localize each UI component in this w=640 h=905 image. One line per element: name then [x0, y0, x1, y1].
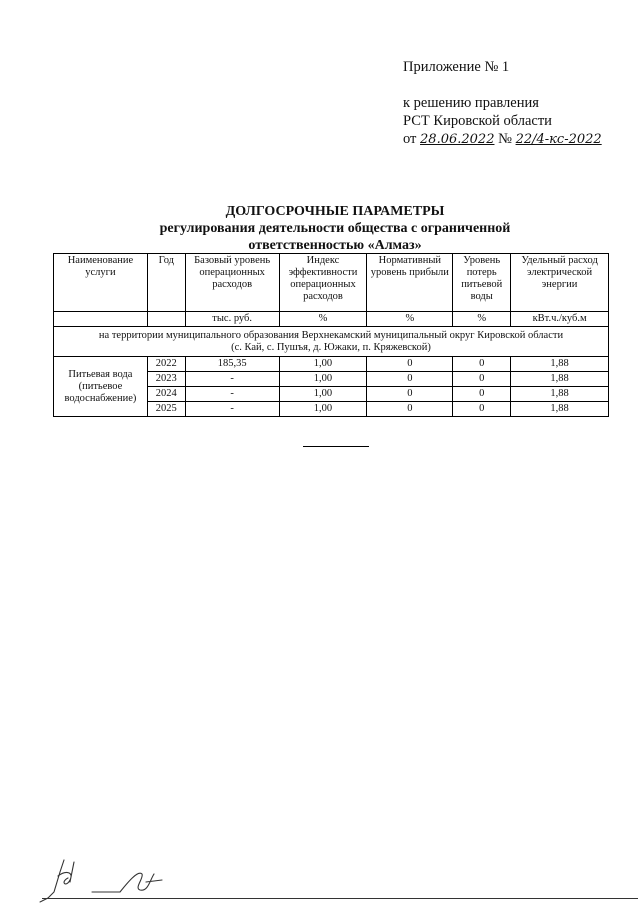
appendix-date-line: [403, 130, 602, 149]
unit-profit: %: [367, 312, 453, 327]
profit-cell: 0: [367, 372, 453, 387]
losses-cell: 0: [453, 357, 511, 372]
service-name-line-2: (питьевое: [78, 380, 123, 392]
title-line-3: ответственностью «Алмаз»: [248, 238, 422, 253]
unit-empty-service: [54, 312, 148, 327]
territory-row: [54, 327, 609, 357]
title-line-1: ДОЛГОСРОЧНЫЕ ПАРАМЕТРЫ: [225, 204, 445, 219]
losses-cell: 0: [453, 372, 511, 387]
base-cell: -: [185, 402, 279, 417]
energy-cell: 1,88: [511, 357, 609, 372]
service-name-cell: [54, 357, 148, 417]
appendix-authority: РСТ Кировской области: [403, 113, 552, 129]
base-cell: -: [185, 372, 279, 387]
table-row: [54, 357, 609, 372]
from-label: от: [403, 131, 417, 147]
territory-line-2: (с. Кай, с. Пушъя, д. Южаки, п. Кряжевской): [231, 342, 431, 353]
profit-cell: 0: [367, 357, 453, 372]
page-bottom-line: [42, 898, 638, 899]
decision-date: 28.06.2022: [420, 132, 495, 147]
header-year: Год: [147, 254, 185, 312]
header-energy: Удельный расход электрической энергии: [511, 254, 609, 312]
service-name-line-1: Питьевая вода: [68, 368, 133, 380]
units-row: [54, 312, 609, 327]
parameters-table: [53, 253, 609, 417]
title-line-2: регулирования деятельности общества с ограниченной: [159, 221, 511, 236]
appendix-decision: к решению правления: [403, 95, 539, 111]
unit-base: тыс. руб.: [185, 312, 279, 327]
index-cell: 1,00: [279, 402, 367, 417]
base-cell: -: [185, 387, 279, 402]
territory-line-1: на территории муниципального образования Верхнекамский муниципальный округ Кировской области: [98, 330, 564, 341]
year-cell: 2023: [147, 372, 185, 387]
base-cell: 185,35: [185, 357, 279, 372]
unit-index: %: [279, 312, 367, 327]
unit-losses: %: [453, 312, 511, 327]
year-cell: 2024: [147, 387, 185, 402]
energy-cell: 1,88: [511, 372, 609, 387]
unit-energy: кВт.ч./куб.м: [511, 312, 609, 327]
header-profit: Нормативный уровень прибыли: [367, 254, 453, 312]
signature-scribble: [30, 852, 200, 904]
header-index: Индекс эффективности операционных расходов: [279, 254, 367, 312]
appendix-block: [403, 58, 602, 149]
profit-cell: 0: [367, 402, 453, 417]
year-cell: 2025: [147, 402, 185, 417]
territory-cell: [54, 327, 609, 357]
header-losses: Уровень потерь питьевой воды: [453, 254, 511, 312]
header-service: Наименование услуги: [54, 254, 148, 312]
header-row: [54, 254, 609, 312]
index-cell: 1,00: [279, 357, 367, 372]
profit-cell: 0: [367, 387, 453, 402]
header-base: Базовый уровень операционных расходов: [185, 254, 279, 312]
number-label: №: [498, 131, 512, 147]
service-name-line-3: водоснабжение): [64, 392, 137, 404]
unit-empty-year: [147, 312, 185, 327]
losses-cell: 0: [453, 387, 511, 402]
energy-cell: 1,88: [511, 387, 609, 402]
losses-cell: 0: [453, 402, 511, 417]
index-cell: 1,00: [279, 387, 367, 402]
closing-rule: [303, 446, 369, 447]
appendix-number: Приложение № 1: [403, 59, 510, 75]
document-title: [0, 203, 640, 254]
index-cell: 1,00: [279, 372, 367, 387]
energy-cell: 1,88: [511, 402, 609, 417]
year-cell: 2022: [147, 357, 185, 372]
decision-number: 22/4-кс-2022: [515, 132, 602, 147]
